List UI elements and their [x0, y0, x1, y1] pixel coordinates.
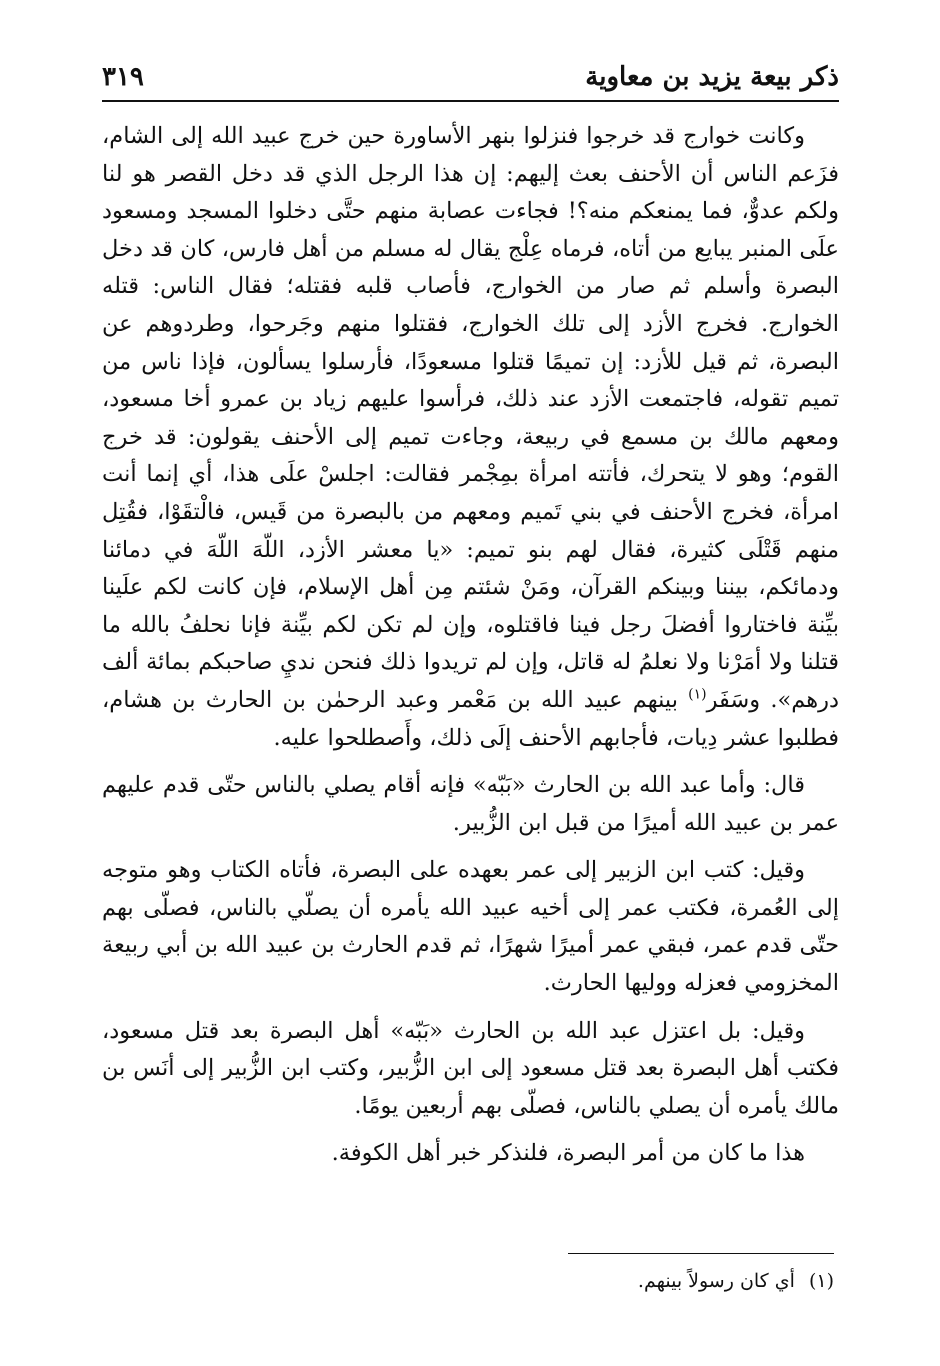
paragraph-5: هذا ما كان من أمر البصرة، فلنذكر خبر أهل الكوفة. [331, 1140, 805, 1167]
footnote-text: أي كان رسولاً بينهم. [637, 1270, 795, 1292]
page-number: ٣١٩ [102, 62, 144, 92]
page-header [102, 60, 839, 102]
paragraph-1 [102, 118, 839, 757]
paragraph-1-continuation: بينهم عبيد الله بن مَعْمر وعبد الرحمٰن بن الحارث بن هشام، فطلبوا عشر دِيات، فأجابهم الأحنف إلَى ذلك، وأَصطلحوا عليه. [102, 686, 839, 751]
header-rule [102, 100, 839, 102]
running-title: ذكر بيعة يزيد بن معاوية [585, 62, 839, 92]
paragraph-3: وقيل: كتب ابن الزبير إلى عمر بعهده على البصرة، فأتاه الكتاب وهو متوجه إلى العُمرة، فكتب عمر إلى أخيه عبيد الله يأمره أن يصلّي بالناس، فصلّى بهم حتّى قدم عمر، فبقي عمر أميرًا شهرًا، ثم قدم الحارث بن عبيد الله بن أبي ربيعة المخزومي فعزله ووليها الحارث. [102, 857, 839, 997]
paragraph-1-text: وكانت خوارج قد خرجوا فنزلوا بنهر الأساورة حين خرج عبيد الله إلى الشام، فزَعم الناس أن الأحنف بعث إليهم: إن هذا الرجل الذي قد دخل القصر هو لنا ولكم عدوٌّ، فما يمنعكم منه؟! فجاءت عصابة منهم حتَّى دخلوا المسجد ومسعود علَى المنبر يبايع من أتاه، فرماه عِلْج يقال له مسلم من أهل فارس، كان قد دخل البصرة وأسلم ثم صار من الخوارج، فأصاب قلبه فقتله؛ فقال الناس: قتله الخوارج. فخرج الأزد إلى تلك الخوارج، فقتلوا منهم وجَرحوا، وطردوهم عن البصرة، ثم قيل للأزد: إن تميمًا قتلوا مسعودًا، فأرسلوا يسألون، فإذا ناس من تميم تقوله، فاجتمعت الأزد عند ذلك، فرأسوا عليهم زياد بن عمرو أخا مسعود، ومعهم مالك بن مسمع في ربيعة، وجاءت تميم إلى الأحنف يقولون: قد خرج القوم؛ وهو لا يتحرك، فأتته امرأة بمِجْمر فقالت: اجلسْ علَى هذا، أي إنما أنت امرأة، فخرج الأحنف في بني تَميم ومعهم من بالبصرة من قَيس، فالْتقَوْا، فقُتِل منهم قَتْلَى كثيرة، فقال لهم بنو تميم: «يا معشر الأزد، اللّهَ اللّهَ في دمائنا ودمائكم، بيننا وبينكم القرآن، ومَنْ شئتم مِن أهل الإسلام، فإن كانت لكم علَينا بيِّنة فاختاروا أفضلَ رجل فينا فاقتلوه، وإن لم تكن لكم بيِّنة فإنا نحلفُ بالله ما قتلنا ولا أمَرْنا ولا نعلمُ له قاتل، وإن لم تريدوا ذلك فنحن نديِ صاحبكم بمائة ألف درهم». وسَفَر [102, 123, 839, 713]
main-text [102, 118, 839, 1173]
footnote-separator [568, 1253, 834, 1254]
footnote [100, 1266, 834, 1296]
footnote-number: (١) [808, 1270, 834, 1292]
footnote-reference: (١) [688, 686, 707, 703]
paragraph-2: قال: وأما عبد الله بن الحارث «بَبّه» فإنه أقام يصلي بالناس حتّى قدم عليهم عمر بن عبيد الله أميرًا من قبل ابن الزُّبير. [102, 772, 839, 836]
paragraph-4: وقيل: بل اعتزل عبد الله بن الحارث «بَبّه» أهل البصرة بعد قتل مسعود، فكتب أهل البصرة بعد قتل مسعود إلى ابن الزُّبير، وكتب ابن الزُّبير إلى أنَس بن مالك يأمره أن يصلي بالناس، فصلّى بهم أربعين يومًا. [102, 1017, 839, 1119]
